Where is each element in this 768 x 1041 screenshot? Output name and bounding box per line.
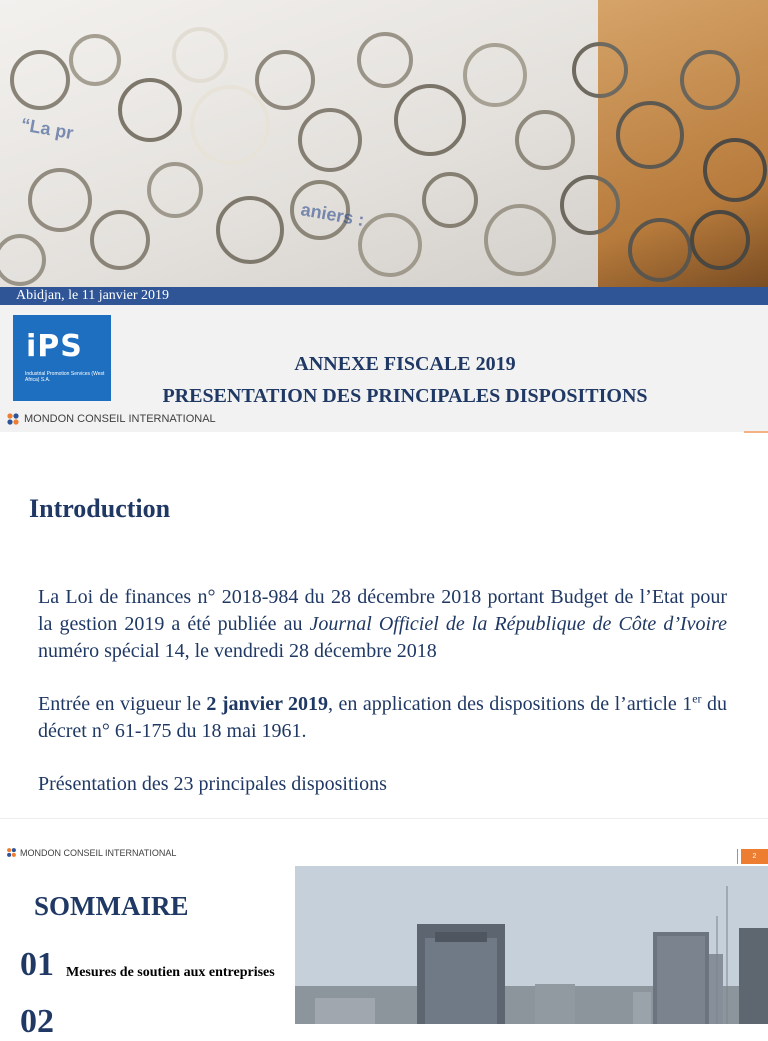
ips-logo-subtitle: Industrial Promotion Services (West Africa) S.A. — [25, 371, 105, 383]
page-number-badge: 2 — [741, 849, 768, 864]
sommaire-item-label: Mesures de soutien aux entreprises — [66, 965, 275, 980]
slide-title — [110, 348, 700, 412]
ips-logo-mark: iPS — [26, 329, 83, 364]
slide-separator — [0, 818, 768, 819]
date-line: Abidjan, le 11 janvier 2019 — [16, 288, 170, 303]
brand-sub: INTERNATIONAL — [105, 847, 177, 858]
paragraph-loi-de-finances — [38, 584, 727, 665]
mondon-mark-icon — [6, 412, 20, 426]
skyline-illustration — [295, 866, 768, 1024]
introduction-heading: Introduction — [29, 494, 171, 523]
brand-main: MONDON CONSEIL — [20, 847, 104, 858]
ips-logo — [13, 315, 111, 401]
p1-tail: numéro spécial 14, le vendredi 28 décembre 2018 — [38, 640, 437, 662]
title-line-1: ANNEXE FISCALE 2019 — [294, 353, 516, 375]
paragraph-entree-en-vigueur — [38, 691, 727, 745]
p2-end: du décret n° 61-175 du 18 mai 1961. — [38, 693, 728, 742]
svg-text:aniers :: aniers : — [299, 199, 366, 231]
city-skyline-photo — [295, 866, 768, 1024]
slide-corner-accent — [744, 431, 768, 433]
svg-text:“La pr: “La pr — [19, 114, 75, 144]
p2-sup: er — [692, 691, 702, 706]
p1-journal-title: Journal Officiel de la République de Côte d’Ivoire — [309, 613, 727, 635]
paper-clips-illustration — [0, 0, 768, 287]
mondon-conseil-logo — [6, 412, 216, 426]
sommaire-heading: SOMMAIRE — [34, 891, 189, 921]
date-bar — [0, 287, 768, 305]
hero-photo-paper-clips — [0, 0, 768, 287]
title-line-2: PRESENTATION DES PRINCIPALES DISPOSITIONS — [162, 385, 648, 407]
sommaire-item-number: 01 — [20, 946, 54, 983]
brand-main: MONDON CONSEIL — [24, 413, 126, 425]
brand-sub: INTERNATIONAL — [128, 413, 216, 425]
p2-mid: , en application des dispositions de l’article 1 — [328, 693, 693, 715]
mondon-conseil-logo-small — [6, 847, 176, 858]
paragraph-presentation: Présentation des 23 principales dispositions — [38, 773, 387, 795]
sommaire-item-number: 02 — [20, 1003, 54, 1040]
p2-date: 2 janvier 2019 — [206, 693, 329, 715]
p2-start: Entrée en vigueur le — [38, 693, 207, 715]
page-number-divider — [737, 849, 738, 864]
mondon-mark-icon — [6, 847, 17, 858]
p1-text: La Loi de finances n° 2018-984 du 28 décembre 2018 portant Budget de l’Etat pour la gestion 2019 a été publiée au — [38, 586, 727, 635]
